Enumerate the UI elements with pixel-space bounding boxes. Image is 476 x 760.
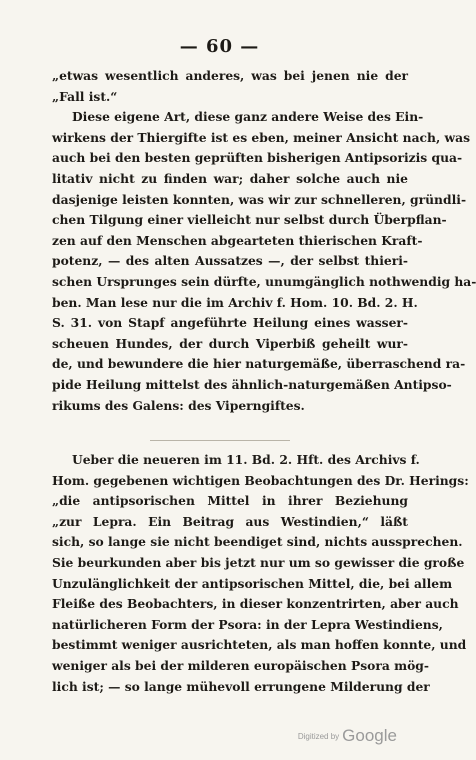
text-line: Sie beurkunden aber bis jetzt nur um so gewisser die große — [52, 554, 465, 570]
text-line: Diese eigene Art, diese ganz andere Weise des Ein- — [72, 109, 424, 125]
text-line: „etwas wesentlich anderes, was bei jenen nie der — [52, 68, 408, 83]
text-line: Fleiße des Beobachters, in dieser konzentrirten, aber auch — [52, 596, 459, 612]
paragraph-1 — [52, 66, 476, 416]
paragraph-2 — [52, 450, 469, 697]
watermark-prefix: Digitized by — [297, 731, 340, 741]
text-line: wirkens der Thiergifte ist es eben, meiner Ansicht nach, was — [52, 129, 471, 145]
text-line: de, und bewundere die hier naturgemäße, überraschend ra- — [52, 356, 466, 372]
page-number: — 60 — — [179, 36, 260, 57]
text-line: schen Ursprunges sein dürfte, unumgänglich nothwendig ha- — [52, 273, 476, 289]
text-line: litativ nicht zu finden war; daher solche auch nie — [52, 170, 408, 186]
text-line: „die antipsorischen Mittel in ihrer Beziehung — [52, 493, 408, 509]
text-line: lich ist; — so lange mühevoll errungene Milderung der — [52, 678, 430, 694]
text-line: bestimmt weniger ausrichteten, als man hoffen konnte, und — [52, 637, 467, 653]
text-line: zen auf den Menschen abgearteten thierischen Kraft- — [52, 232, 423, 248]
text-line: scheuen Hundes, der durch Viperbiß geheilt wur- — [52, 335, 408, 351]
text-line: rikums des Galens: des Viperngiftes. — [52, 397, 305, 413]
text-line: weniger als bei der milderen europäischen Psora mög- — [52, 657, 429, 673]
text-line: Ueber die neueren im 11. Bd. 2. Hft. des Archivs f. — [72, 452, 420, 467]
google-watermark — [298, 726, 397, 746]
text-line: pide Heilung mittelst des ähnlich-naturgemäßen Antipso- — [52, 376, 452, 392]
text-line: natürlicheren Form der Psora: in der Lepra Westindiens, — [52, 616, 443, 632]
text-line: S. 31. von Stapf angeführte Heilung eines wasser- — [52, 315, 408, 331]
google-logo: Google — [342, 726, 397, 745]
text-line: „Fall ist.“ — [52, 88, 118, 104]
text-line: „zur Lepra. Ein Beitrag aus Westindien,“ läßt — [52, 513, 408, 529]
text-line: dasjenige leisten konnten, was wir zur schnelleren, gründli- — [52, 191, 467, 207]
text-line: potenz, — des alten Aussatzes —, der selbst thieri- — [52, 253, 408, 269]
text-line: chen Tilgung einer vielleicht nur selbst durch Überpflan- — [52, 212, 447, 228]
text-line: Hom. gegebenen wichtigen Beobachtungen des Dr. Herings: — [52, 472, 469, 488]
text-line: ben. Man lese nur die im Archiv f. Hom. 10. Bd. 2. H. — [52, 294, 418, 310]
text-line: Unzulänglichkeit der antipsorischen Mittel, die, bei allem — [52, 575, 453, 591]
text-line: auch bei den besten geprüften bisherigen Antipsorizis qua- — [52, 150, 463, 166]
section-divider — [150, 440, 290, 441]
text-line: sich, so lange sie nicht beendiget sind, nichts aussprechen. — [52, 534, 463, 550]
